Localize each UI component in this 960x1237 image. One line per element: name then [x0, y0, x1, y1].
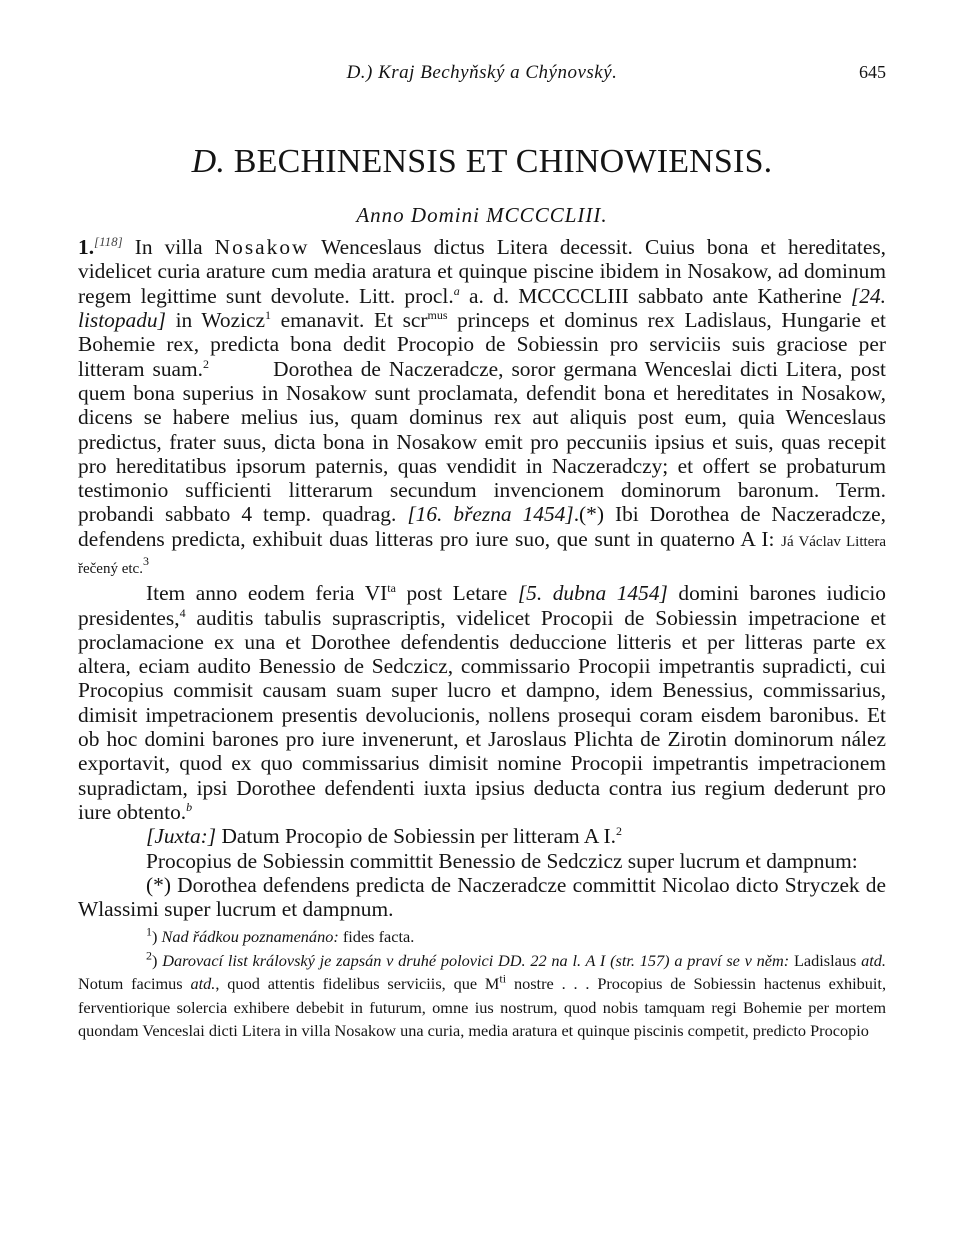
footnote-ref: 4	[179, 605, 186, 620]
footnote-ref: 1	[265, 307, 272, 322]
section-title-text: BECHINENSIS ET CHINOWIENSIS.	[233, 143, 773, 180]
date-gloss: [5. dubna 1454]	[517, 581, 668, 606]
juxta-gloss: [Juxta:]	[146, 824, 217, 849]
superscript: ta	[387, 581, 396, 596]
superscript: mus	[427, 307, 448, 322]
paragraph-1	[78, 230, 886, 581]
text-run: in Wozicz	[175, 308, 266, 333]
footnotes	[78, 925, 886, 1043]
text-run: post Letare	[406, 581, 508, 606]
text-run: Wenceslaus dictus Litera decessit. Cuius bona et hereditates, videlicet curia arature cum media aratura et quinque piscine ibidem in Nosakow, ad dominum regem legittime sunt devolute. Litt. procl.	[78, 235, 886, 308]
note-mark: a	[453, 283, 460, 298]
text-run: .(*) Ibi Dorothea de Naczeradcze, defendens predicta, exhibuit duas litteras pro iure suo, que sunt in quaterno A I:	[78, 502, 886, 551]
folio-ref: [118]	[94, 234, 123, 249]
footnote-ref: 3	[142, 553, 149, 568]
text-run: fides facta.	[342, 927, 415, 947]
text-run: Ladislaus	[793, 950, 857, 970]
running-title: D.) Kraj Bechyňský a Chýnovský.	[346, 62, 618, 83]
text-run: Notum facimus	[78, 974, 183, 994]
text-run: emanavit. Et scr	[280, 308, 428, 333]
superscript: ti	[499, 972, 507, 987]
date-gloss: [16. března 1454]	[407, 502, 574, 527]
footnote-ref: 2	[615, 824, 622, 839]
entry-number: 1.	[78, 235, 95, 260]
text-run: domini barones iudicio presidentes,	[78, 581, 886, 630]
paragraph-5: (*) Dorothea defendens predicta de Naczeradcze committit Nicolao dicto Stryczek de Wlassimi super lucrum et dampnum.	[78, 872, 886, 922]
running-header	[78, 52, 886, 92]
place-name: Nosakow	[214, 235, 310, 260]
text-run: atd.	[861, 950, 887, 970]
text-run: In villa	[134, 235, 203, 260]
text-run: a. d. MCCCCLIII sabbato ante Katherine	[468, 283, 842, 308]
footnote-ref: 2	[203, 356, 209, 371]
footnote-italic: Darovací list královský je zapsán v druhé polovici DD. 22 na l. A I (str. 157) a praví se v něm:	[162, 950, 790, 970]
page-number: 645	[859, 62, 886, 82]
footnote-2: $^2$) Darovací list královský je zapsán v druhé polovici DD. 22 na l. A I (str. 157) a praví se v něm: Ladislaus atd. Notum facimus atd., quod attentis fidelibus serviciis, que $M^{ti}$ nostre . . . Procopius de Sobiessin hactenus exhibuit, ferventiorique solercia exhibere debebit in futurum, omne ius nostrum, quod nobis tamquam regi Bohemie per mortem quondam Venceslai dicti Litera in villa Nosakow una curia, media aratura et quinque piscinis competit, predicto Procopio	[78, 948, 887, 1041]
text-run: auditis tabulis suprascriptis, videlicet Procopii de Sobiessin impetracione et proclamacione ex una et Dorothee defendentis deduccione litteris et per litteras parte ex altera, eciam audito Benessio de Sedczicz, commissario Procopii impetrantis supradicti, cui Procopius commisit causam suam super lucro et dampno, idem Benessius, commissarius, dimisit impetracionem presentis devolucionis, nollens prosequi coram eisdem baronibus. Et ob hoc domini barones pro iure invenerunt, et Jaroslaus Plichta de Zirotin dominorum nález exportavit, quod ex quo commissarius dimisit nomine Procopii impetrantis impetracionem supradictam, ipsi Dorothee defendenti iuxta ipsius deducta contra ius regium dederunt pro iure obtento.	[78, 605, 886, 824]
footnote-1: $^1$) Nad řádkou poznamenáno: fides facta.	[146, 925, 415, 947]
text-run: , quod attentis fidelibus serviciis, que M	[215, 974, 500, 994]
section-title-prefix: D.	[191, 143, 226, 180]
date-gloss: [24. listopadu]	[78, 283, 886, 333]
section-title	[78, 142, 886, 182]
note-mark: b	[186, 799, 193, 814]
text-run: Dorothea de Naczeradcze, soror germana Wenceslai dicti Litera, post quem bona superius in Nosakow sunt proclamata, defendit bona et hereditates in Nosakow, dicens se habere melius ius, quam dominus rex aut aliquis post eum, quia Wenceslaus predictus, frater suus, dicta bona in Nosakow emit pro peccuniis ipsius et suis, quas recepit pro hereditatibus ipsorum paternis, quas vendidit in Naczeradczy; et offert se probaturum testimonio sufficienti litterarum secundum invencionem dominorum baronum. Term. probandi sabbato 4 temp. quadrag.	[78, 356, 886, 527]
paragraph-2	[78, 581, 886, 824]
text-run: Datum Procopio de Sobiessin per litteram A I.	[221, 824, 616, 849]
footnote-mark: 2	[146, 948, 152, 963]
footnote-italic: Nad řádkou poznamenáno:	[161, 927, 339, 947]
text-run: atd.	[190, 974, 216, 994]
czech-quote: Já Václav Littera řečený etc.	[78, 533, 886, 577]
text-run: princeps et dominus rex Ladislaus, Hungarie et Bohemie rex, predicta bona dedit Procopio de Sobiessin pro serviciis suis graciose per litteram suam.	[78, 308, 886, 381]
entry-text	[78, 230, 886, 921]
text-run: Item anno eodem feria VI	[146, 581, 388, 606]
text-run: nostre . . . Procopius de Sobiessin hactenus exhibuit, ferventiorique solercia exhibere debebit in futurum, omne ius nostrum, quod nobis tamquam regi Bohemie per mortem quondam Venceslai dicti Litera in villa Nosakow una curia, media aratura et quinque piscinis competit, predicto Procopio	[78, 974, 887, 1041]
year-heading: Anno Domini MCCCCLIII.	[356, 203, 608, 227]
paragraph-3	[78, 824, 886, 848]
paragraph-4: Procopius de Sobiessin committit Benessio de Sedczicz super lucrum et dampnum:	[146, 848, 858, 873]
document-page	[78, 52, 886, 1043]
footnote-mark: 1	[146, 925, 152, 940]
